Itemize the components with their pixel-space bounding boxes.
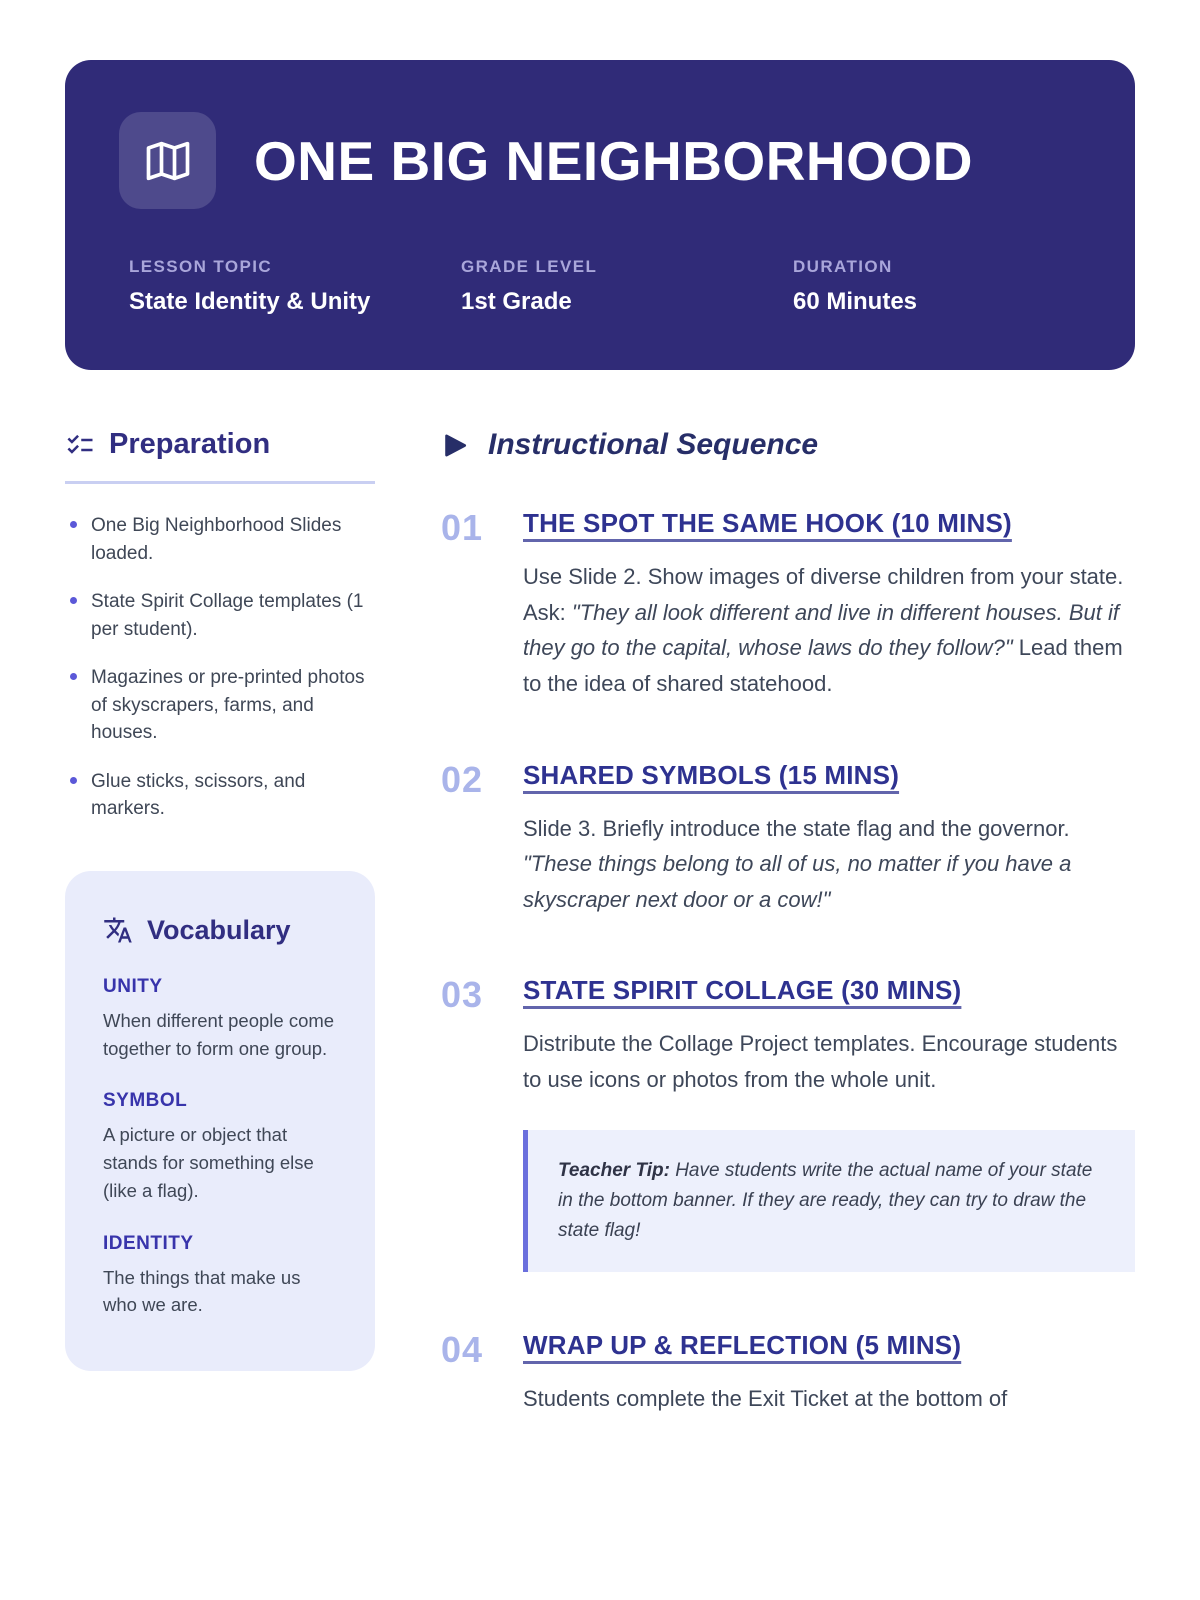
step-heading: WRAP UP & REFLECTION (5 MINS) [523,1329,962,1360]
meta-duration [793,257,917,316]
step-heading: SHARED SYMBOLS (15 MINS) [523,759,900,790]
term-definition: A picture or object that stands for something else (like a flag). [103,1124,314,1201]
teacher-tip-label: Teacher Tip: [558,1159,670,1181]
step-text-quote: "They all look different and live in different houses. But if they go to the capital, whose laws do they follow?" [523,599,1120,661]
map-icon [119,112,216,209]
term-name: UNITY [103,975,163,997]
play-icon [441,432,468,459]
teacher-tip-text [558,1156,1105,1246]
header-top-row [119,112,1081,209]
translate-icon [103,915,133,945]
vocabulary-card [65,871,375,1371]
left-sidebar [65,428,375,1416]
sequence-step-1 [441,508,1135,702]
sequence-title: Instructional Sequence [488,428,819,461]
preparation-list [65,512,375,823]
header-card [65,60,1135,370]
meta-value: 60 Minutes [793,288,918,315]
step-body [523,811,1135,918]
sequence-header [441,428,1135,462]
page-title: ONE BIG NEIGHBORHOOD [254,129,973,192]
step-content [523,1330,1135,1417]
preparation-item: One Big Neighborhood Slides loaded. [65,512,375,567]
step-content [523,508,1135,702]
meta-label: DURATION [793,257,893,276]
instructional-sequence-section [441,428,1135,1416]
meta-lesson-topic [129,257,461,316]
preparation-item: State Spirit Collage templates (1 per student). [65,588,375,643]
sequence-step-2 [441,760,1135,918]
step-text-quote: "These things belong to all of us, no matter if you have a skyscraper next door or a cow!" [523,851,1072,912]
preparation-divider [65,481,375,484]
teacher-tip-box [523,1130,1135,1272]
teacher-tip-body: Have students write the actual name of your state in the bottom banner. If they are ready, they can try to draw the state flag! [558,1159,1093,1241]
term-name: IDENTITY [103,1232,194,1254]
vocabulary-title: Vocabulary [147,914,291,945]
step-body: Students complete the Exit Ticket at the bottom of [523,1385,1008,1411]
step-content [523,760,1135,918]
step-body [523,559,1135,702]
term-definition: When different people come together to form one group. [103,1009,335,1059]
preparation-header [65,428,375,461]
step-text-normal: Use Slide 2. Show images of diverse children from your state. Ask: [523,564,1124,625]
preparation-item: Glue sticks, scissors, and markers. [65,768,375,823]
vocabulary-term [103,976,337,1063]
step-content [523,975,1135,1271]
vocabulary-term [103,1090,337,1204]
vocabulary-header [103,915,337,946]
preparation-item: Magazines or pre-printed photos of skyscrapers, farms, and houses. [65,664,375,747]
meta-label: LESSON TOPIC [129,257,273,276]
step-text-normal: Lead them to the idea of shared statehood. [523,635,1123,696]
content-columns [65,428,1135,1416]
sequence-step-4 [441,1330,1135,1417]
meta-value: State Identity & Unity [129,288,371,315]
step-number: 02 [441,758,484,800]
step-number: 04 [441,1328,484,1370]
term-name: SYMBOL [103,1090,188,1112]
meta-label: GRADE LEVEL [461,257,598,276]
step-text-normal: Slide 3. Briefly introduce the state flag and the governor. [523,815,1070,841]
meta-value: 1st Grade [461,288,572,315]
step-number: 03 [441,974,484,1016]
step-heading: STATE SPIRIT COLLAGE (30 MINS) [523,975,962,1006]
step-heading: THE SPOT THE SAME HOOK (10 MINS) [523,508,1012,538]
vocabulary-term [103,1233,337,1320]
step-number: 01 [441,507,484,548]
preparation-section [65,428,375,823]
preparation-title: Preparation [109,428,271,460]
checklist-icon [65,430,95,460]
term-definition: The things that make us who we are. [103,1266,301,1316]
header-meta-row [119,257,1081,316]
sequence-step-3 [441,975,1135,1271]
meta-grade-level [461,257,793,316]
step-body: Distribute the Collage Project templates. Encourage students to use icons or photos from the whole unit. [523,1031,1118,1092]
